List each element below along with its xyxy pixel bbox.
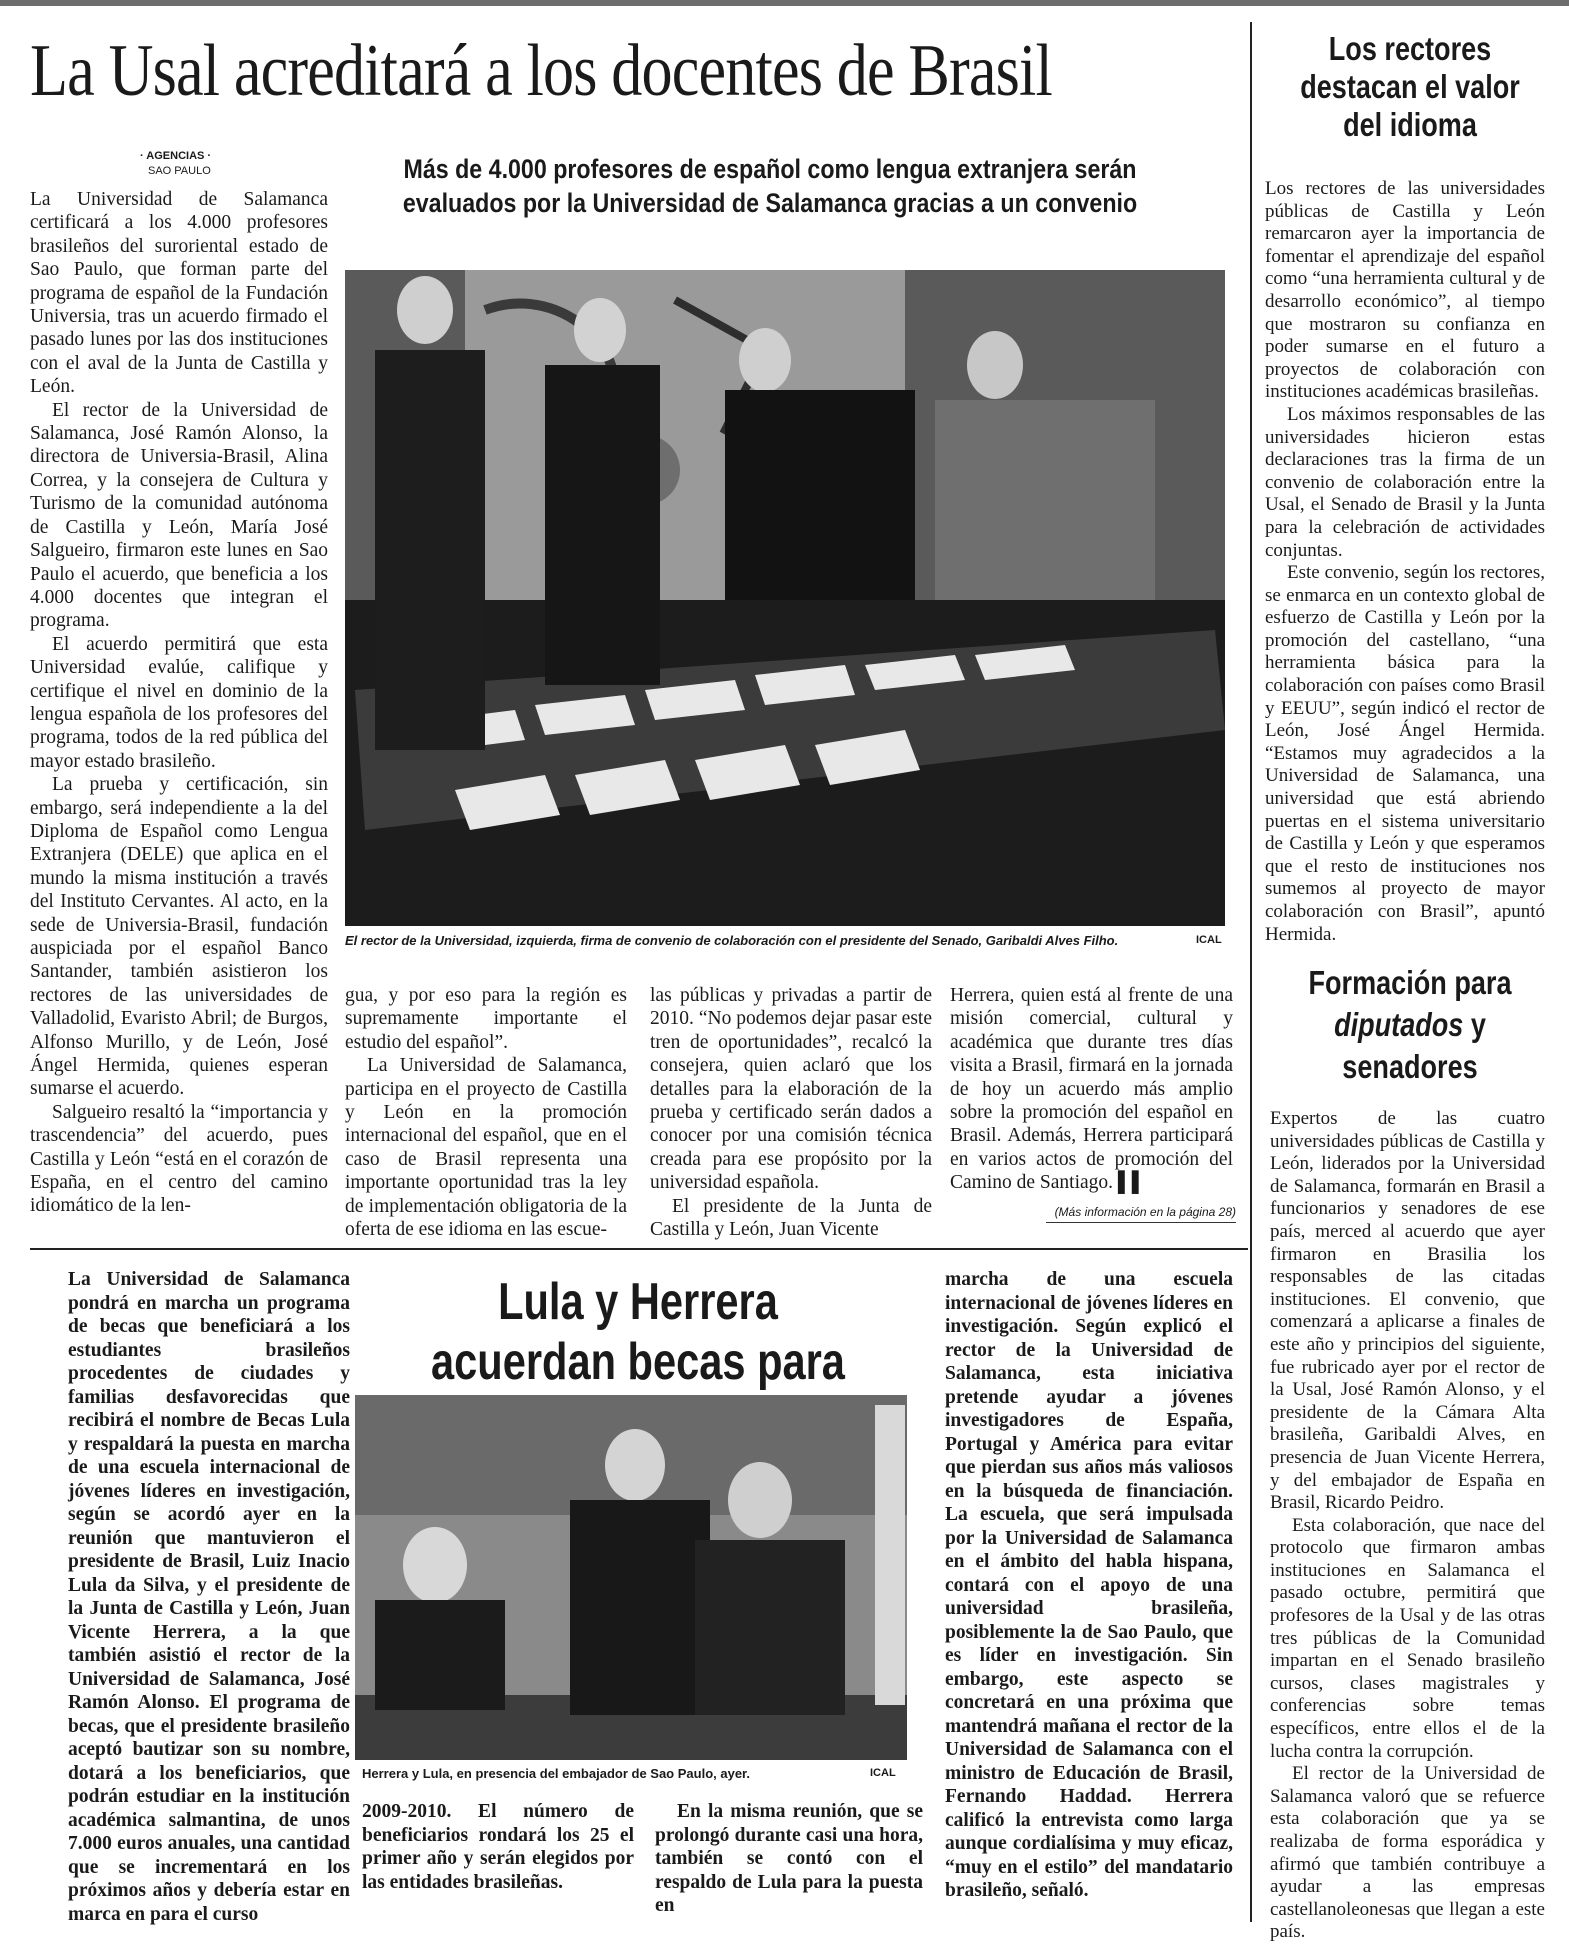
signing-photo-caption: El rector de la Universidad, izquierda, firma de convenio de colaboración con el presidente del Senado, Garibaldi Alves Filho. <box>345 933 1119 948</box>
page-top-edge <box>0 0 1569 6</box>
paragraph: Los máximos responsables de las universidades hicieron estas declaraciones tras la firma de un convenio de colaboración entre la Usal, el Senado de Brasil y la Junta para la celebración de actividades conjuntas. <box>1265 403 1545 561</box>
more-info-note: (Más información en la página 28) <box>1054 1205 1236 1219</box>
second-story-column-mid-a <box>362 1800 634 1894</box>
paragraph: Los rectores de las universidades públicas de Castilla y León remarcaron ayer la importancia de fomentar el aprendizaje del español como “una herramienta cultural y de desarrollo económico”, al tiempo que mostraron su confianza en poder sumarse en el futuro a proyectos de colaboración con instituciones académicas brasileñas. <box>1265 178 1545 403</box>
sidebar-top-headline: Los rectores destacan el valor del idioma <box>1300 30 1520 143</box>
main-story-column-1 <box>30 188 328 1218</box>
sidebar-divider <box>1250 22 1252 1922</box>
sidebar-top-body <box>1265 178 1545 946</box>
paragraph: Este convenio, según los rectores, se enmarca en un contexto global de esfuerzo de Castilla y León por la promoción del castellano, “una herramienta básica para la colaboración con países como Brasil y EEUU”, según indicó el rector de León, José Ángel Hermida. “Estamos muy agradecidos a la Universidad de Salamanca, una universidad que está abriendo puertas en el sistema universitario de Castilla y León y que esperamos que el resto de instituciones nos sumemos al proyecto de mayor colaboración con Brasil”, apuntó Hermida. <box>1265 562 1545 945</box>
main-story-column-4 <box>950 984 1233 1195</box>
paragraph: Expertos de las cuatro universidades públicas de Castilla y León, liderados por la Universidad de Salamanca, formarán en Brasil a funcionarios y senadores de ese país, merced al acuerdo que ayer firmaron en Brasilia los responsables de las citadas instituciones. El convenio, que comenzará a aplicarse a finales de este año y principios del siguiente, fue rubricado ayer por el rector de la Usal, José Ramón Alonso, y el presidente de la Cámara Alta brasileña, Garibaldi Alves, en presencia de Juan Vicente Herrera, y del embajador de España en Brasil, Ricardo Peidro. <box>1270 1108 1545 1514</box>
paragraph: las públicas y privadas a partir de 2010. “No podemos dejar pasar este tren de oportunidades”, recalcó la consejera, quien aclaró que los detalles para la elaboración de la prueba y certificado serán dados a conocer por una comisión técnica creada para ese propósito por la universidad española. <box>650 985 932 1194</box>
signing-photo-credit: ICAL <box>1196 934 1222 946</box>
paragraph: Salgueiro resaltó la “importancia y trascendencia” del acuerdo, pues Castilla y León “está en el corazón de España, en el centro del camino idiomático de la len- <box>30 1101 328 1217</box>
main-story-column-3 <box>650 984 932 1241</box>
headline-line-1: Formación para <box>1308 964 1512 1001</box>
sidebar-bottom-body <box>1270 1108 1545 1944</box>
section-divider <box>30 1248 1248 1250</box>
paragraph: Esta colaboración, que nace del protocolo que firmaron ambas instituciones en Salamanca el pasado octubre, permitirá que profesores de la Usal y de las otras tres públicas de la Comunidad impartan en el Senado brasileño cursos, clases magistrales y conferencias sobre temas específicos, entre ellos el de la lucha contra la corrupción. <box>1270 1514 1545 1762</box>
paragraph: gua, y por eso para la región es supremamente importante el estudio del español”. <box>345 985 627 1053</box>
paragraph: 2009-2010. El número de beneficiarios rondará los 25 el primer año y serán elegidos por las entidades brasileñas. <box>362 1801 634 1893</box>
paragraph: La Universidad de Salamanca, participa en el proyecto de Castilla y León en la promoción internacional del español, que en el caso de Brasil representa una importante oportunidad tras la ley de implementación obligatoria de la oferta de ese idioma en las escue- <box>345 1055 627 1241</box>
headline-word: y <box>1470 1006 1486 1043</box>
headline-italic-word: diputados <box>1334 1006 1464 1043</box>
story-deck: Más de 4.000 profesores de español como lengua extranjera serán evaluados por la Universidad de Salamanca gracias a un convenio <box>402 154 1138 218</box>
headline-line-3: senadores <box>1342 1048 1478 1085</box>
paragraph: El acuerdo permitirá que esta Universidad evalúe, califique y certifique el nivel en dominio de la lengua española de los profesores del programa, todos de la red pública del mayor estado brasileño. <box>30 633 328 772</box>
second-story-column-mid-b <box>655 1800 923 1918</box>
paragraph: El rector de la Universidad de Salamanca valoró que se refuerce esta colaboración que ya se realizaba de forma esporádica y afirmó que también contribuye a ayudar a las empresas castellanoleonesas que llegan a este país. <box>1270 1763 1545 1943</box>
more-info-rule <box>1046 1222 1236 1223</box>
second-story-column-right <box>945 1268 1233 1903</box>
paragraph: El presidente de la Junta de Castilla y León, Juan Vicente <box>650 1195 932 1241</box>
main-story-column-2 <box>345 984 627 1241</box>
paragraph: La Universidad de Salamanca certificará a los 4.000 profesores brasileños del suroriental estado de Sao Paulo, que forman parte del programa de español de la Fundación Universia, tras un acuerdo firmado el pasado lunes por las dos instituciones con el aval de la Junta de Castilla y León. <box>30 189 328 398</box>
paragraph: Herrera, quien está al frente de una misión comercial, cultural y académica que durante tres días visita a Brasil, firmará en la jornada de hoy un acuerdo más amplio sobre la promoción del español en Brasil. Además, Herrera participará en varios actos de promoción del Camino de Santiago. ▌▌ <box>950 985 1233 1194</box>
paragraph: El rector de la Universidad de Salamanca, José Ramón Alonso, la directora de Universia-Brasil, Alina Correa, y la consejera de Cultura y Turismo de la comunidad autónoma de Castilla y León, María José Salgueiro, firmaron este lunes en Sao Paulo el acuerdo, que beneficia a los 4.000 docentes que integran el programa. <box>30 399 328 632</box>
second-story-column-left <box>68 1268 350 1926</box>
paragraph: La Universidad de Salamanca pondrá en marcha un programa de becas que beneficiará a los estudiantes brasileños procedentes de ciudades y familias desfavorecidas que recibirá el nombre de Becas Lula y respaldará la puesta en marcha de una escuela internacional de jóvenes líderes en investigación, según se acordó ayer en la reunión que mantuvieron el presidente de Brasil, Luiz Inacio Lula da Silva, y el presidente de la Junta de Castilla y León, Juan Vicente Herrera, a la que también asistió el rector de la Universidad de Salamanca, José Ramón Alonso. El programa de becas, que el presidente brasileño aceptó bautizar son su nombre, dotará a los beneficiarios, que podrán estudiar en la institución académica salmantina, de unos 7.000 euros anuales, una cantidad que se incrementará en los próximos años y debería estar en marca en para el curso <box>68 1269 350 1925</box>
signing-photo <box>345 270 1225 926</box>
byline-agency: · AGENCIAS · <box>140 150 212 162</box>
second-story-headline: Lula y Herrera acuerdan becas para <box>431 1273 845 1391</box>
lula-herrera-photo <box>355 1395 907 1760</box>
lula-herrera-photo-credit: ICAL <box>870 1767 896 1779</box>
byline-place: SAO PAULO <box>148 165 211 177</box>
paragraph: La prueba y certificación, sin embargo, será independiente a la del Diploma de Español como Lengua Extranjera (DELE) que aplica en el mundo la misma institución a través del Instituto Cervantes. Al acto, en la sede de Universia-Brasil, fundación auspiciada por el español Banco Santander, también asistieron los rectores de las universidades de Valladolid, Evaristo Abril; de Burgos, Alfonso Murillo, y de León, José Ángel Hermida, quienes esperan sumarse el acuerdo. <box>30 774 328 1100</box>
paragraph: En la misma reunión, que se prolongó durante casi una hora, también se contó con el respaldo de Lula para la puesta en <box>655 1801 923 1916</box>
lula-herrera-photo-caption: Herrera y Lula, en presencia del embajador de Sao Paulo, ayer. <box>362 1766 751 1781</box>
main-headline: La Usal acreditará a los docentes de Brasil <box>30 30 1052 112</box>
paragraph: marcha de una escuela internacional de jóvenes líderes en investigación. Según explicó el rector de la Universidad de Salamanca, esta iniciativa pretende ayudar a jóvenes investigadores de España, Portugal y América para evitar que pierdan sus años más valiosos en la búsqueda de financiación. La escuela, que será impulsada por la Universidad de Salamanca en el ámbito del habla hispana, contará con el apoyo de una universidad brasileña, posiblemente la de Sao Paulo, que es líder en investigación. Sin embargo, este aspecto se concretará en una próxima que mantendrá mañana el rector de la Universidad de Salamanca con el ministro de Educación de Brasil, Fernando Haddad. Herrera calificó la entrevista como larga aunque cordialísima y muy eficaz, “muy en el estilo” del mandatario brasileño, señaló. <box>945 1269 1233 1901</box>
sidebar-bottom-headline <box>1299 962 1520 1088</box>
